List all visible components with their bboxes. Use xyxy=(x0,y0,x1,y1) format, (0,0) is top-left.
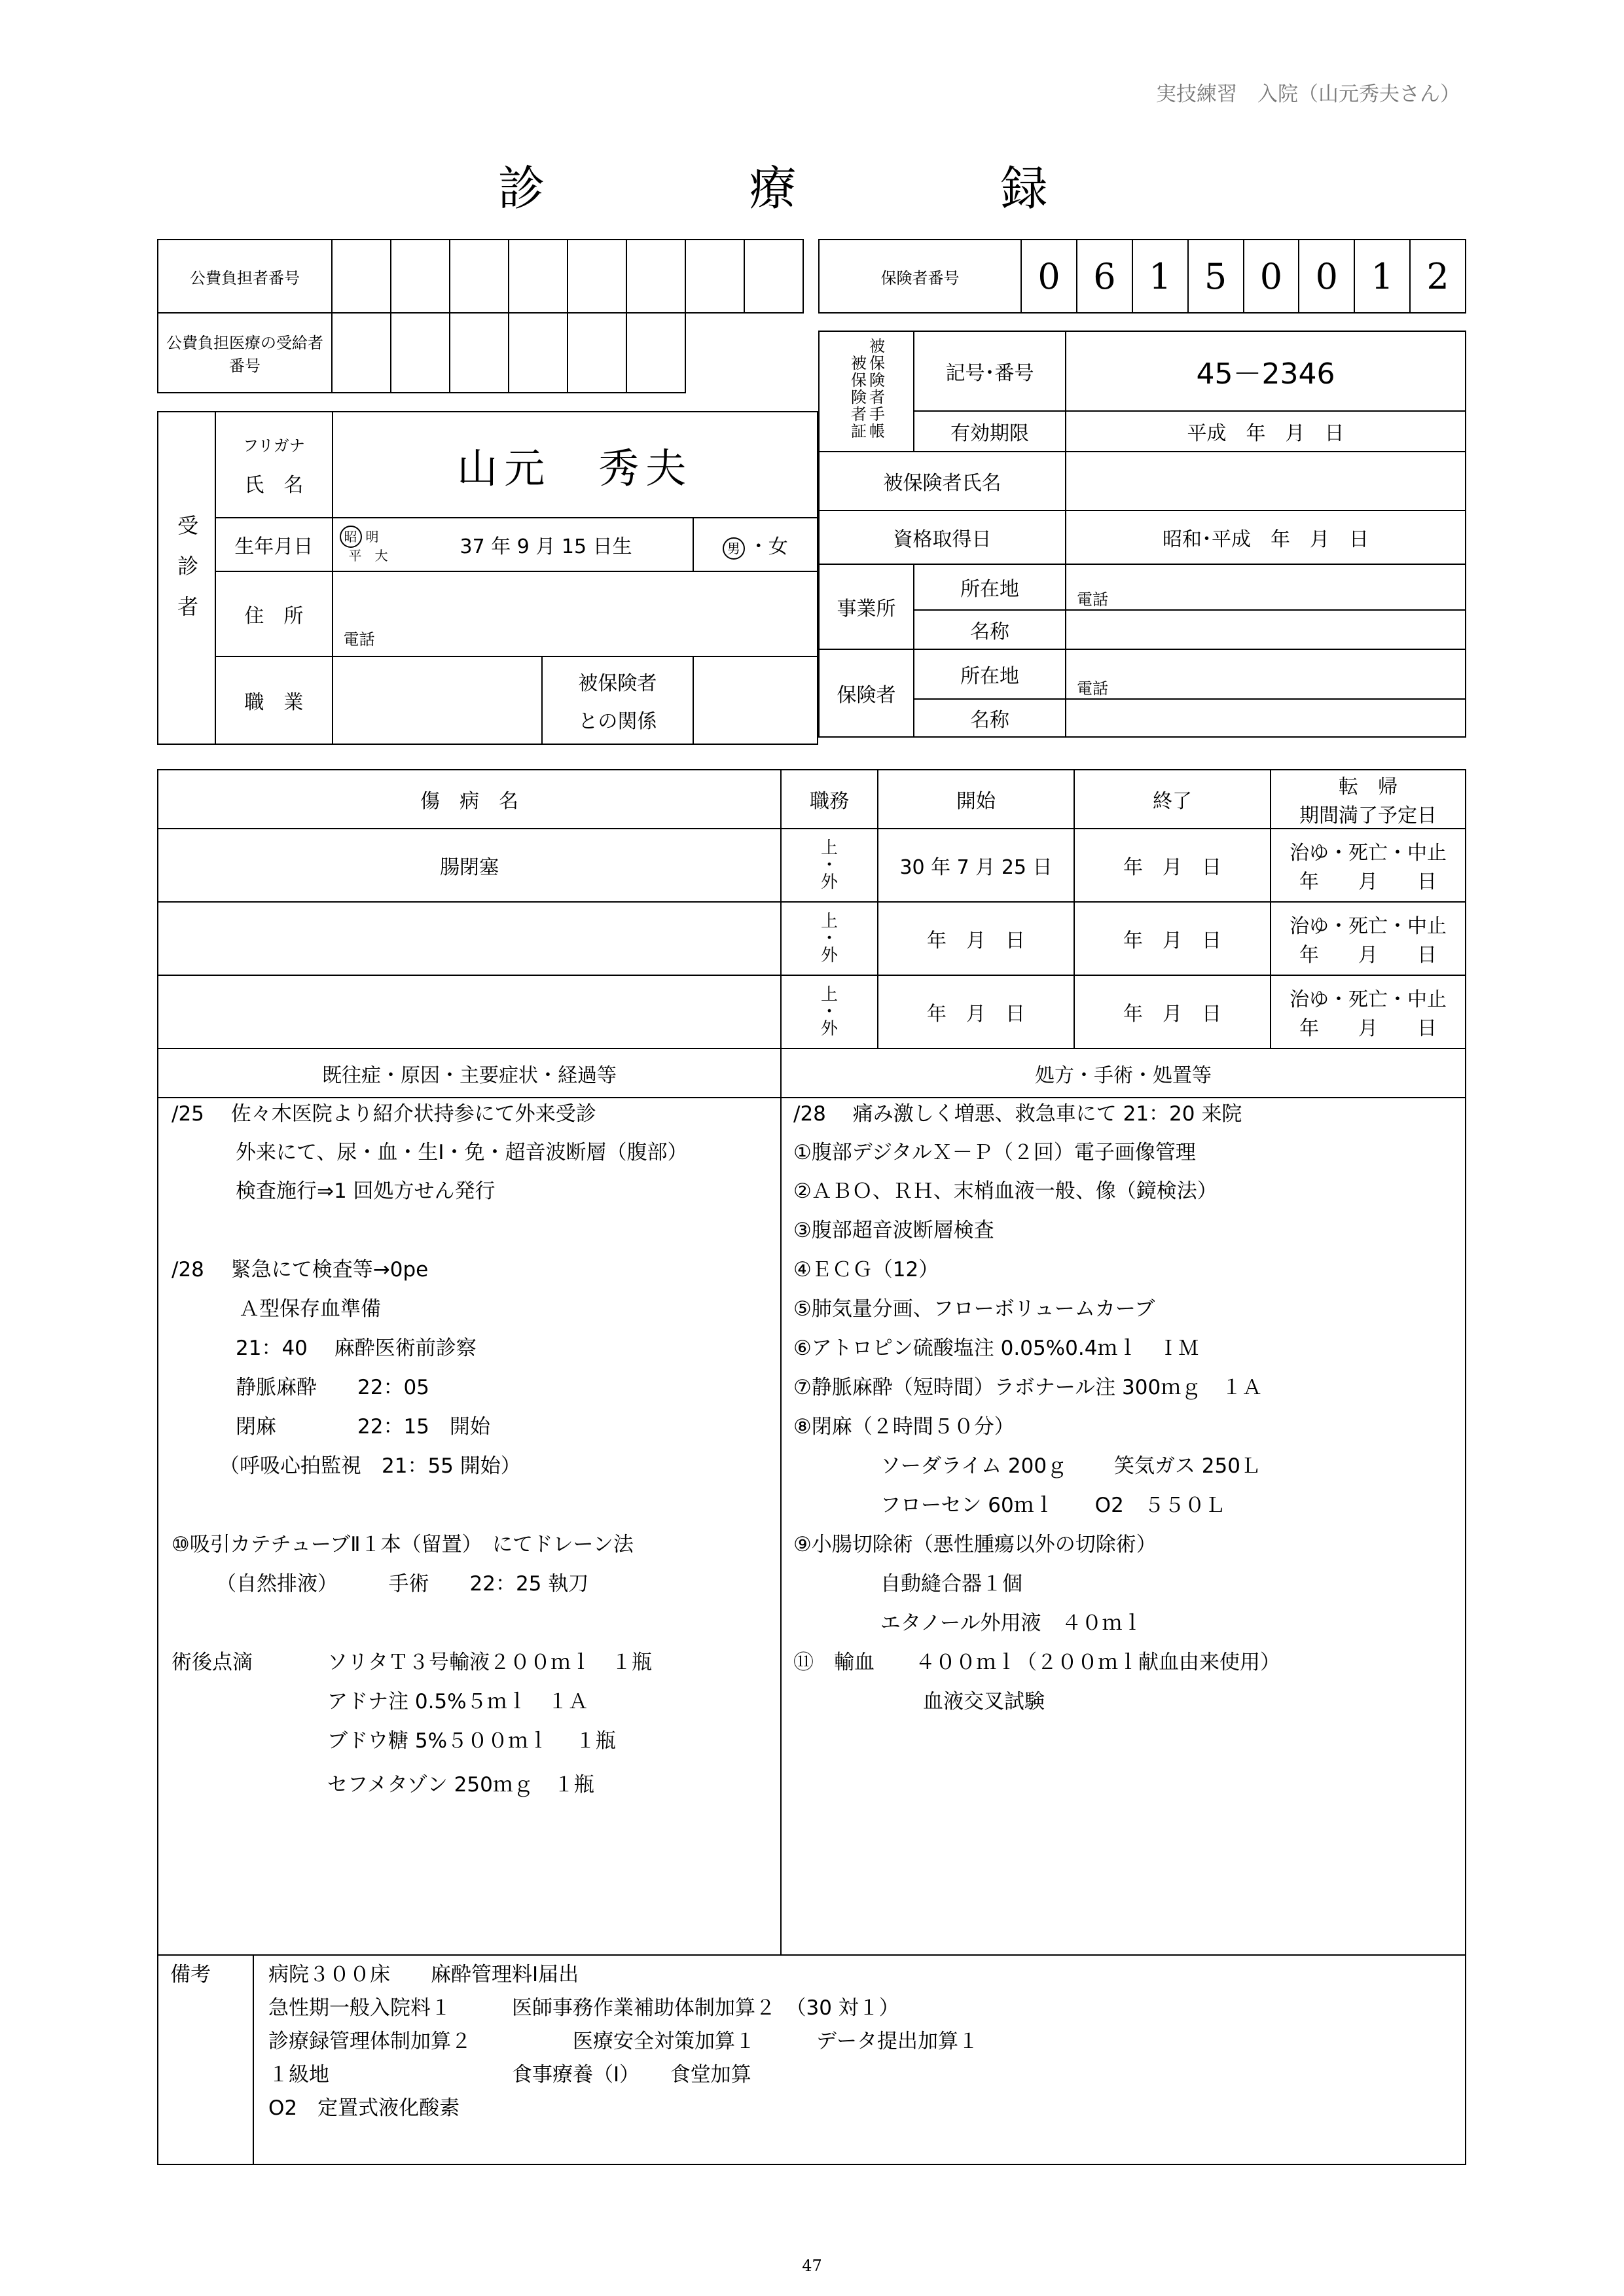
furigana-label: フリガナ xyxy=(242,436,305,455)
diag-row-end: 年 月 日 xyxy=(1074,902,1271,975)
digit-cell xyxy=(332,313,391,393)
symbol-no-label: 記号･番号 xyxy=(914,331,1066,411)
name-label-cell xyxy=(215,412,332,518)
history-line: 閉麻 22：15 開始 xyxy=(236,1415,490,1439)
treatment-line: フローセン 60ｍｌ O2 ５５０Ｌ xyxy=(880,1494,1225,1517)
diag-row-outcome: 治ゆ・死亡・中止 年 月 日 xyxy=(1271,975,1466,1049)
qualification-label: 資格取得日 xyxy=(819,511,1066,564)
occupation-value xyxy=(333,656,543,744)
history-line: アドナ注 0.5%５ｍｌ １Ａ xyxy=(327,1690,588,1713)
insured-name-label: 被保険者氏名 xyxy=(819,452,1066,511)
remarks-body xyxy=(158,1955,1466,2164)
treatment-line: /28 痛み激しく増悪、救急車にて 21：20 来院 xyxy=(793,1102,1242,1126)
treatment-line: ⑥アトロピン硫酸塩注 0.05%0.4ｍｌ ＩＭ xyxy=(793,1336,1199,1360)
digit-cell xyxy=(391,313,450,393)
insurer-digit: 0 xyxy=(1021,240,1077,313)
office-name-label: 名称 xyxy=(914,610,1066,649)
diag-header-outcome: 転 帰 期間満了予定日 xyxy=(1271,770,1466,829)
diag-header-end: 終了 xyxy=(1074,770,1271,829)
insurer-name-value xyxy=(1066,699,1466,737)
history-line: セフメタゾン 250ｍｇ １瓶 xyxy=(327,1773,594,1797)
diag-row-name xyxy=(158,975,781,1049)
digit-cell xyxy=(509,313,568,393)
history-line: /25 佐々木医院より紹介状持参にて外来受診 xyxy=(171,1102,596,1126)
office-tel: 電話 xyxy=(1066,564,1466,610)
occupation-label: 職 業 xyxy=(215,656,332,744)
diag-row-outcome: 治ゆ・死亡・中止 年 月 日 xyxy=(1271,902,1466,975)
treatment-line: ①腹部デジタルＸ－Ｐ（２回）電子画像管理 xyxy=(793,1141,1196,1164)
qualification-value: 昭和･平成 年 月 日 xyxy=(1066,511,1466,564)
treatment-line: ⑤肺気量分画、フローボリュームカーブ xyxy=(793,1297,1155,1321)
office-location-label: 所在地 xyxy=(914,564,1066,610)
digit-cell xyxy=(509,240,568,313)
diag-row-end: 年 月 日 xyxy=(1074,975,1271,1049)
blank-cell xyxy=(685,313,744,393)
birth-date-cell: 昭 明 平 大 37 年 9 月 15 日生 xyxy=(333,518,693,571)
treatment-line: 血液交叉試験 xyxy=(923,1690,1045,1713)
diag-row-duty: 上 ･ 外 xyxy=(781,902,878,975)
diag-row-duty: 上 ･ 外 xyxy=(781,975,878,1049)
digit-cell xyxy=(450,313,509,393)
history-line: /28 緊急にて検査等→0pe xyxy=(171,1258,429,1282)
diag-header-duty: 職務 xyxy=(781,770,878,829)
birth-date: 37 年 9 月 15 日生 xyxy=(460,535,632,558)
treatment-line: ③腹部超音波断層検査 xyxy=(793,1219,994,1242)
insurer-label: 保険者 xyxy=(819,649,914,737)
history-line: ソリタＴ３号輸液２００ｍｌ １瓶 xyxy=(327,1651,652,1674)
relation-value xyxy=(693,656,818,744)
header-note: 実技練習 入院（山元秀夫さん） xyxy=(1156,82,1460,106)
treatment-line: 自動縫合器１個 xyxy=(880,1572,1022,1596)
birth-label: 生年月日 xyxy=(215,518,332,571)
diag-header-start: 開始 xyxy=(878,770,1074,829)
insurer-digit: 1 xyxy=(1354,240,1410,313)
treatment-line: エタノール外用液 ４０ｍｌ xyxy=(880,1611,1143,1635)
digit-cell xyxy=(568,313,626,393)
address-label: 住 所 xyxy=(215,571,332,656)
public-recipient-label: 公費負担医療の受給者番号 xyxy=(158,313,332,393)
insurer-no-label: 保険者番号 xyxy=(819,240,1021,313)
diag-row-name: 腸閉塞 xyxy=(158,829,781,902)
insurer-name-label: 名称 xyxy=(914,699,1066,737)
era-circled: 昭 xyxy=(340,526,362,548)
digit-cell xyxy=(332,240,391,313)
insurer-digit: 0 xyxy=(1244,240,1299,313)
remarks-line: O2 定置式液化酸素 xyxy=(268,2096,460,2120)
history-line: 静脈麻酔 22：05 xyxy=(236,1376,429,1399)
insurer-digit: 5 xyxy=(1188,240,1244,313)
patient-name: 山元 秀夫 xyxy=(333,412,818,518)
treatment-line: ソーダライム 200ｇ 笑気ガス 250Ｌ xyxy=(880,1454,1261,1478)
insurer-digit: 0 xyxy=(1299,240,1354,313)
digit-cell xyxy=(626,313,685,393)
page-number: 47 xyxy=(802,2257,822,2275)
history-line: （自然排液） 手術 22：25 執刀 xyxy=(216,1572,589,1596)
insurer-number-table xyxy=(818,239,1466,314)
sex-circled: 男 xyxy=(723,537,745,560)
remarks-label: 備考 xyxy=(170,1963,211,1986)
remarks-line: 診療録管理体制加算２ 医療安全対策加算１ データ提出加算１ xyxy=(268,2030,979,2053)
insurer-digit: 2 xyxy=(1410,240,1466,313)
validity-label: 有効期限 xyxy=(914,411,1066,452)
history-line: 21：40 麻酔医術前診察 xyxy=(236,1336,477,1360)
symbol-no-value: 45－2346 xyxy=(1066,331,1466,411)
diag-row-outcome: 治ゆ・死亡・中止 年 月 日 xyxy=(1271,829,1466,902)
relation-label: 被保険者 との関係 xyxy=(542,656,693,744)
public-payer-label: 公費負担者番号 xyxy=(158,240,332,313)
digit-cell xyxy=(568,240,626,313)
address-tel: 電話 xyxy=(333,571,818,656)
insurer-digit: 1 xyxy=(1132,240,1188,313)
blank-cell xyxy=(744,313,803,393)
digit-cell xyxy=(391,240,450,313)
patient-table xyxy=(157,411,818,745)
diag-row-start: 年 月 日 xyxy=(878,975,1074,1049)
treatment-line: ②ＡＢＯ、ＲＨ、末梢血液一般、像（鏡検法） xyxy=(793,1179,1218,1203)
remarks-line: 急性期一般入院料１ 医師事務作業補助体制加算２ （30 対１） xyxy=(268,1996,899,2020)
insurer-tel: 電話 xyxy=(1066,649,1466,699)
history-line: （呼吸心拍監視 21：55 開始） xyxy=(219,1454,521,1478)
remarks-line: １級地 食事療養（Ⅰ） 食堂加算 xyxy=(268,2063,751,2087)
history-body xyxy=(158,1098,781,1955)
history-header: 既往症・原因・主要症状・経過等 xyxy=(158,1049,781,1098)
remarks-line: 病院３００床 麻酔管理料Ⅰ届出 xyxy=(268,1963,579,1986)
patient-section-label: 受診者 xyxy=(158,412,215,744)
treatment-line: ⑪ 輸血 ４００ｍｌ（２００ｍｌ献血由来使用） xyxy=(793,1651,1280,1674)
insurer-location-label: 所在地 xyxy=(914,649,1066,699)
digit-cell xyxy=(744,240,803,313)
treatment-line: ⑦静脈麻酔（短時間）ラボナール注 300ｍｇ １Ａ xyxy=(793,1376,1263,1399)
diag-header-name: 傷 病 名 xyxy=(158,770,781,829)
validity-value: 平成 年 月 日 xyxy=(1066,411,1466,452)
treatment-line: ④ＥＣＧ（12） xyxy=(793,1258,939,1282)
public-payer-table xyxy=(157,239,804,393)
digit-cell xyxy=(685,240,744,313)
history-line: 外来にて、尿・血・生Ⅰ・免・超音波断層（腹部） xyxy=(236,1141,688,1164)
insurer-digit: 6 xyxy=(1077,240,1132,313)
insured-card-table xyxy=(818,331,1466,738)
sex-cell: 男 ・女 xyxy=(693,518,818,571)
treatment-line: ⑨小腸切除術（悪性腫瘍以外の切除術） xyxy=(793,1533,1157,1556)
treatment-line: ⑧閉麻（２時間５０分） xyxy=(793,1415,1015,1439)
digit-cell xyxy=(450,240,509,313)
name-label: 氏 名 xyxy=(244,473,304,497)
history-line: ⑩吸引カテチューブⅡ１本（留置） にてドレーン法 xyxy=(171,1533,634,1556)
insured-name-value xyxy=(1066,452,1466,511)
history-line: 術後点滴 xyxy=(171,1651,253,1674)
history-line: Ａ型保存血準備 xyxy=(239,1297,381,1321)
history-line: ブドウ糖 5%５００ｍｌ １瓶 xyxy=(327,1729,616,1753)
diag-row-name xyxy=(158,902,781,975)
diag-row-start: 30 年 7 月 25 日 xyxy=(878,829,1074,902)
diagnosis-table xyxy=(157,769,1466,1049)
office-label: 事業所 xyxy=(819,564,914,649)
digit-cell xyxy=(626,240,685,313)
office-name-value xyxy=(1066,610,1466,649)
diag-row-start: 年 月 日 xyxy=(878,902,1074,975)
page-title: 診 療 録 xyxy=(497,161,1127,216)
diag-row-duty: 上 ･ 外 xyxy=(781,829,878,902)
history-line: 検査施行⇒1 回処方せん発行 xyxy=(236,1179,496,1203)
treatment-header: 処方・手術・処置等 xyxy=(781,1049,1466,1098)
card-label-vertical: 被保険者証被保険者手帳 xyxy=(819,331,914,452)
diag-row-end: 年 月 日 xyxy=(1074,829,1271,902)
